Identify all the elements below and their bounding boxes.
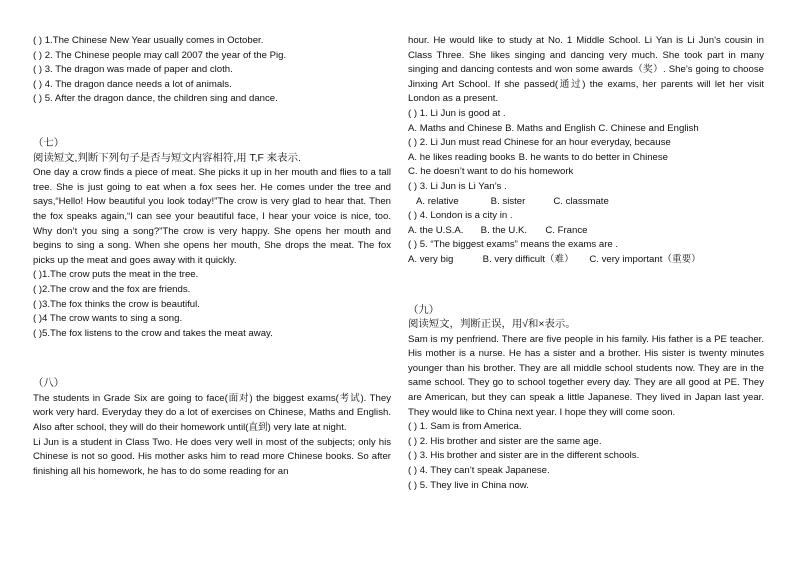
question-options (408, 122, 764, 137)
question-stem: ( ) 1. Li Jun is good at . (408, 107, 506, 119)
tf-item: ( ) 5. They live in China now. (408, 479, 529, 491)
tf-item: ( ) 1.The Chinese New Year usually comes in October. (33, 35, 264, 46)
tf-item: ( )3.The fox thinks the crow is beautiful. (33, 298, 200, 310)
question-options (408, 195, 764, 210)
option-a: A. relative (416, 195, 459, 207)
tf-item: ( ) 2. The Chinese people may call 2007 the year of the Pig. (33, 49, 287, 61)
tf-item: ( ) 1. Sam is from America. (408, 421, 522, 433)
tf-item: ( ) 3. His brother and sister are in the different schools. (408, 450, 640, 462)
tf-item: ( ) 2. His brother and sister are the same age. (408, 435, 602, 447)
option-b: B. the U.K. (480, 224, 528, 236)
question-options (408, 151, 764, 166)
option-a: A. Maths and Chinese (408, 122, 503, 134)
tf-item: ( )4 The crow wants to sing a song. (33, 313, 183, 325)
option-c: C. France (545, 224, 588, 236)
option-c: C. very important（重要） (589, 253, 701, 265)
passage-crow-fox: One day a crow finds a piece of meat. She picks it up in her mouth and flies to a tall tree. She is just going to eat when a fox sees her. He comes under the tree and says,“Hello! How beautiful you look today!”The crow is very glad to hear that. Then the fox speaks again,“I can see your beautiful face, I hear your voice is nice, too. Why don’t you sing a song?”The crow is very happy. She opens her mouth and begins to sing a song. When she opens her mouth, She drops the meat. The fox picks up the meat and goes away with it quickly. (33, 167, 391, 266)
passage-exams-continued: hour. He would like to study at No. 1 Middle School. Li Yan is Li Jun’s cousin in Class Three. She likes singing and dancing very much. She took part in many singing and dancing contests and won some awards（奖）. She’s going to choose Jinxing Art School. If she passed(通过) the exams, her parents will let her visit London as a present. (408, 35, 764, 105)
section-number-8: （八） (33, 378, 65, 390)
tf-item: ( )1.The crow puts the meat in the tree. (33, 269, 199, 281)
tf-item: ( ) 4. The dragon dance needs a lot of animals. (33, 78, 232, 90)
question-options-wrap (408, 165, 764, 180)
mc-question-2 (408, 136, 764, 180)
mc-question-1 (408, 107, 764, 136)
option-c: C. classmate (553, 195, 609, 207)
tf-list-7 (33, 268, 391, 341)
section-instruction-9: 阅读短文，判断正误，用√和×表示。 (408, 319, 576, 331)
tf-item: ( ) 4. They can’t speak Japanese. (408, 465, 550, 477)
question-options (408, 224, 764, 239)
question-stem: ( ) 5. “The biggest exams” means the exams are . (408, 239, 619, 251)
passage-penfriend: Sam is my penfriend. There are five people in his family. His father is a PE teacher. His mother is a nurse. He has a sister and a brother. His sister is twenty minutes younger than his brother. They are all middle school students now. They are in the same school. They go to school together every day. They are all good at PE. They are American, but they can speak a little Japanese. They lived in Japan last year. They would like to China next year. I hope they will come soon. (408, 333, 764, 418)
section-number-9: （九） (408, 304, 440, 316)
tf-list-9 (408, 420, 764, 493)
option-a: A. he likes reading books (408, 151, 516, 163)
tf-list-top (33, 34, 391, 107)
section-number-7: （七） (33, 137, 65, 149)
option-b: B. Maths and English (505, 122, 596, 134)
option-a: A. the U.S.A. (408, 224, 464, 236)
section-instruction-7: 阅读短文,判断下列句子是否与短文内容相符,用 T,F 来表示. (33, 152, 301, 164)
tf-item: ( )2.The crow and the fox are friends. (33, 283, 191, 295)
question-options (408, 253, 764, 268)
question-stem: ( ) 2. Li Jun must read Chinese for an hour everyday, because (408, 137, 671, 149)
tf-item: ( ) 3. The dragon was made of paper and cloth. (33, 64, 233, 76)
option-b: B. sister (490, 195, 526, 207)
option-b: B. he wants to do better in Chinese (518, 151, 668, 163)
mc-question-5 (408, 238, 764, 267)
tf-item: ( )5.The fox listens to the crow and takes the meat away. (33, 327, 273, 339)
passage-exams-p1: The students in Grade Six are going to face(面对) the biggest exams(考试). They work very hard. Everyday they do a lot of exercises on Chinese, Maths and English. Also after school, they will do their homework until(直到) very late at night. (33, 392, 391, 434)
question-stem: ( ) 3. Li Jun is Li Yan’s . (408, 180, 507, 192)
option-b: B. very difficult（难） (482, 253, 574, 265)
mc-question-3 (408, 180, 764, 209)
passage-exams-p2: Li Jun is a student in Class Two. He does very well in most of the subjects; only his Chinese is not so good. His mother asks him to read more Chinese books. So after finishing all his homework, he has to do some reading for an (33, 436, 391, 477)
option-a: A. very big (408, 253, 454, 265)
question-stem: ( ) 4. London is a city in . (408, 210, 513, 222)
option-c: C. Chinese and English (598, 122, 699, 134)
tf-item: ( ) 5. After the dragon dance, the children sing and dance. (33, 93, 278, 105)
mc-question-4 (408, 209, 764, 238)
right-column (408, 34, 764, 493)
left-column (33, 34, 391, 479)
option-c: C. he doesn’t want to do his homework (408, 166, 574, 178)
